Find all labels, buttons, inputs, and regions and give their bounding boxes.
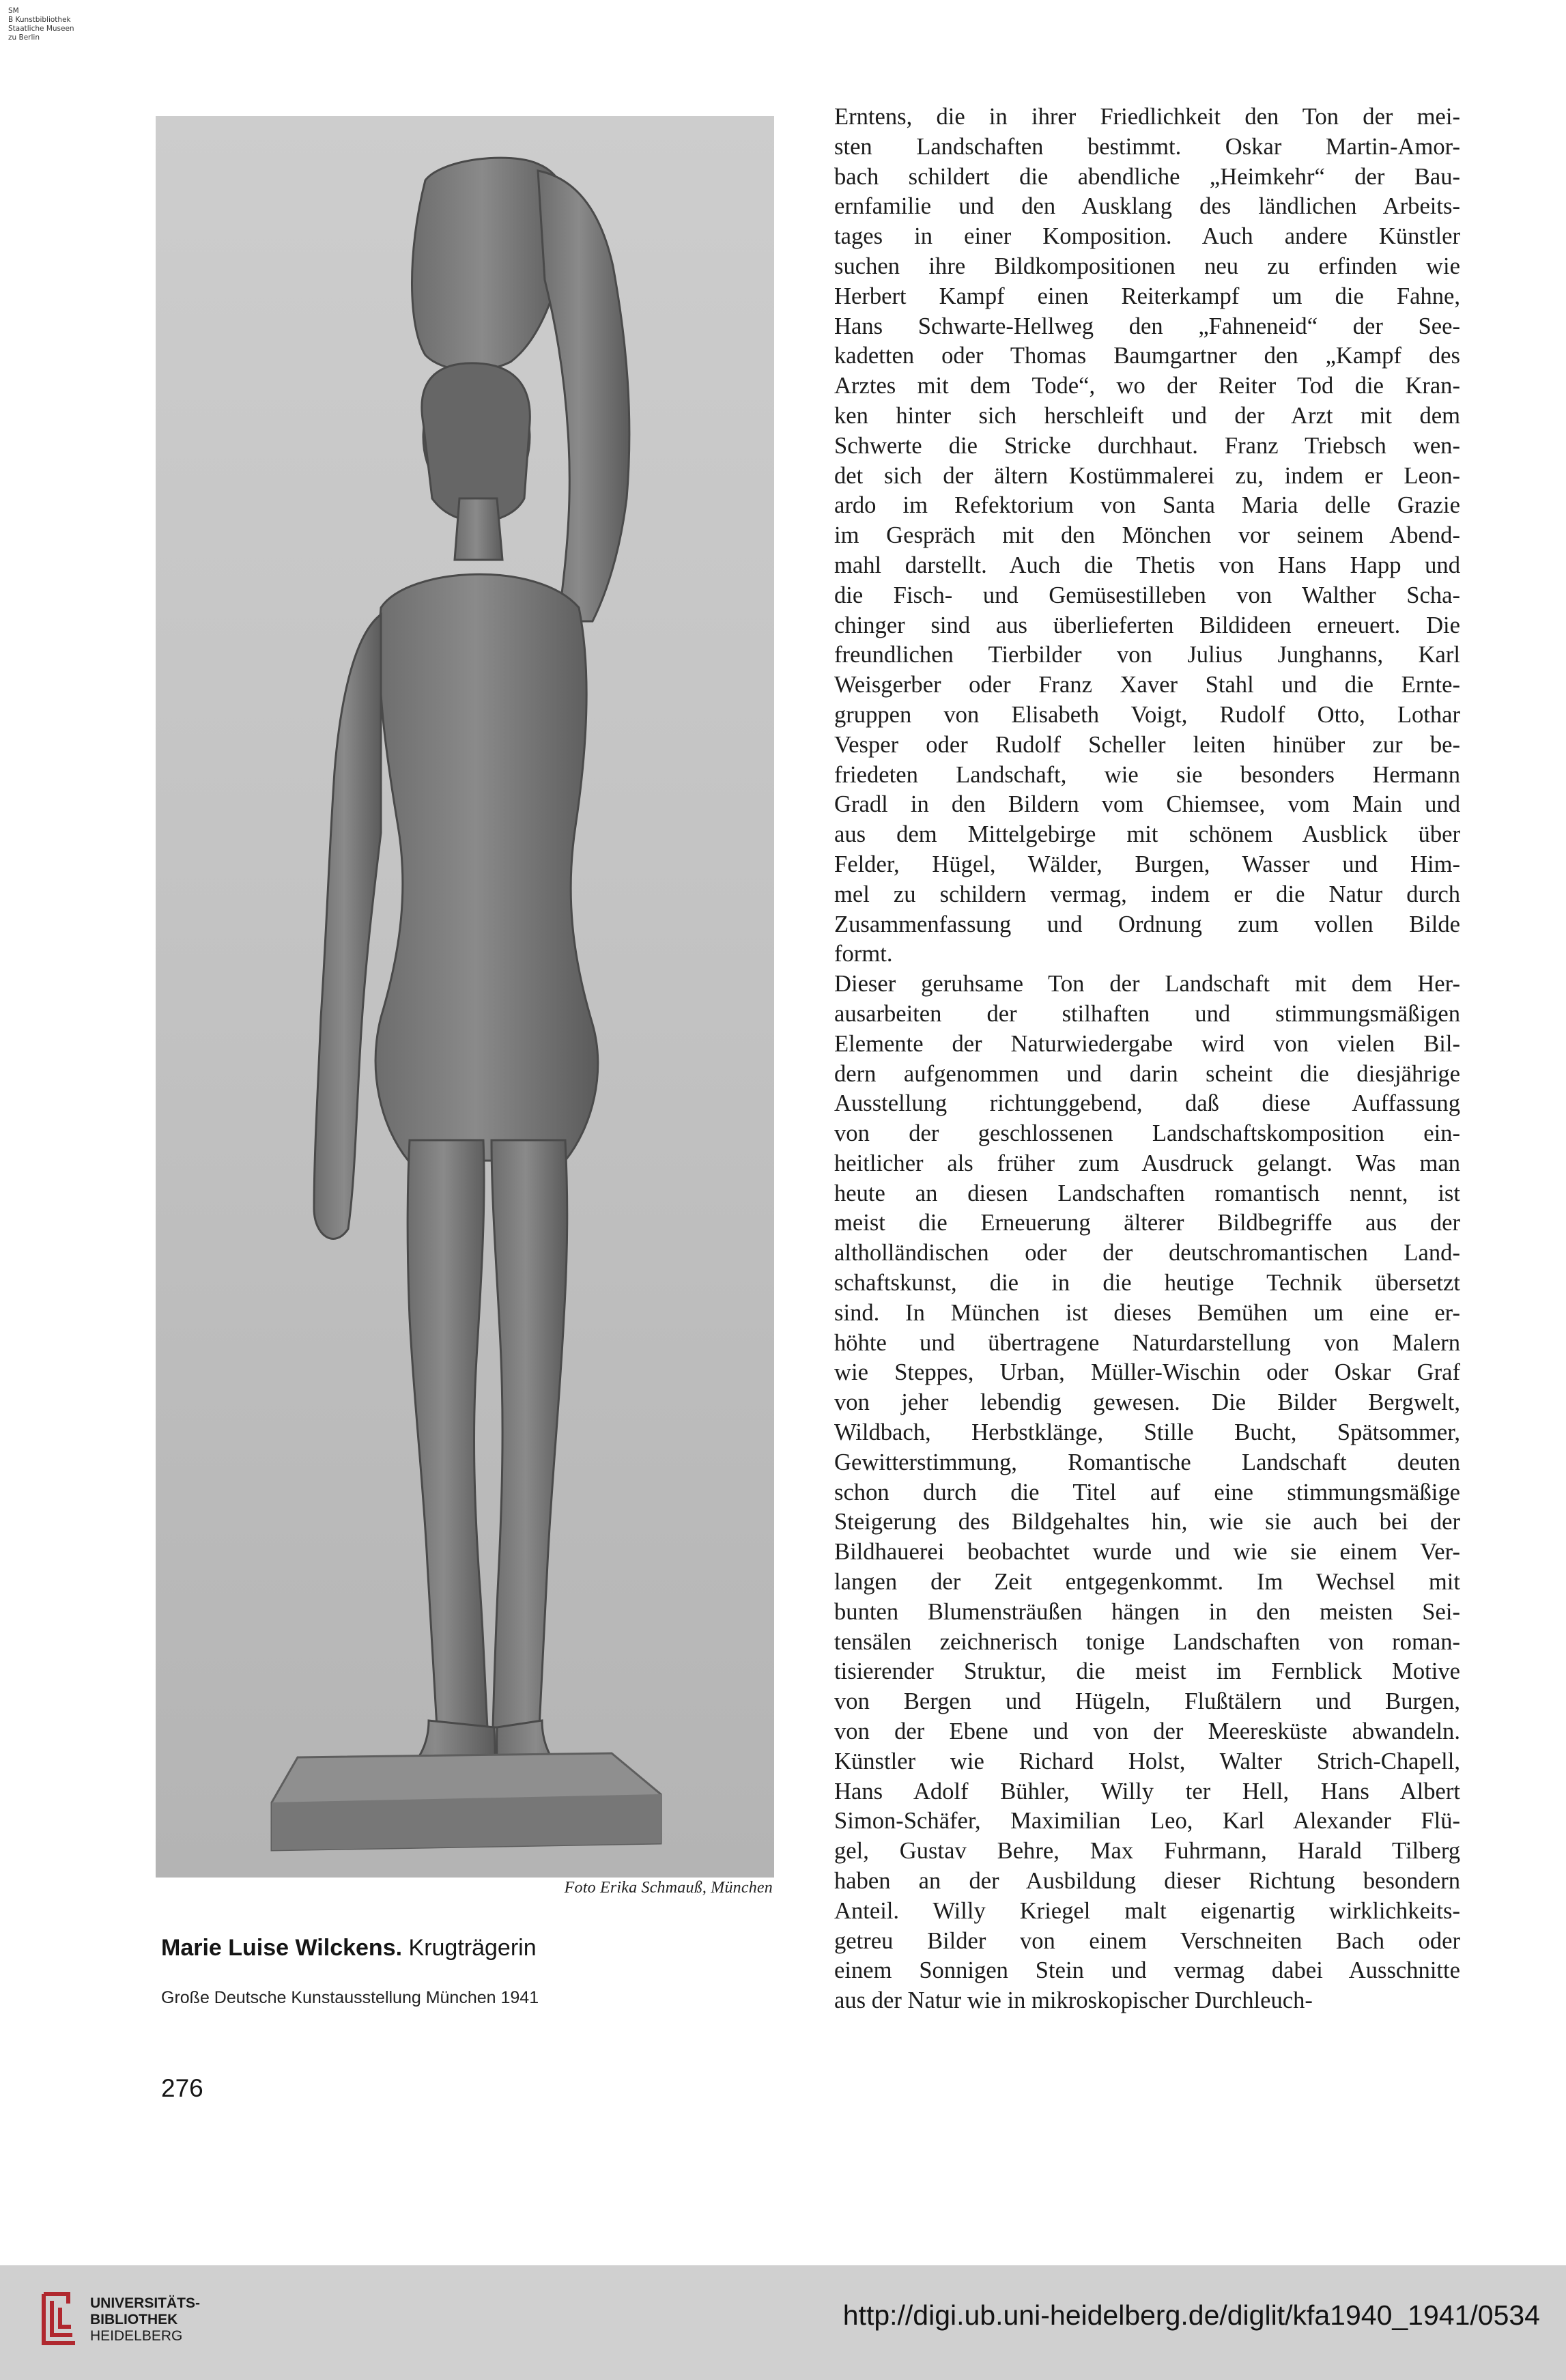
text-line: schon durch die Titel auf eine stimmungsmäßige xyxy=(834,1479,1460,1505)
text-line: heitlicher als früher zum Ausdruck gelangt. Was man xyxy=(834,1150,1460,1176)
text-line: heute an diesen Landschaften romantisch nennt, ist xyxy=(834,1180,1460,1206)
text-line: von jeher lebendig gewesen. Die Bilder Bergwelt, xyxy=(834,1389,1460,1416)
text-line: Arztes mit dem Tode“, wo der Reiter Tod die Kran- xyxy=(834,373,1460,399)
text-line: aus dem Mittelgebirge mit schönem Ausblick über xyxy=(834,821,1460,848)
text-line: Herbert Kampf einen Reiterkampf um die Fahne, xyxy=(834,283,1460,309)
text-line: aus der Natur wie in mikroskopischer Durchleuch- xyxy=(834,1987,1313,2014)
caption-title: Krugträgerin xyxy=(408,1935,537,1961)
source-url-link[interactable]: http://digi.ub.uni-heidelberg.de/diglit/kfa1940_1941/0534 xyxy=(842,2299,1540,2331)
text-line: chinger sind aus überlieferten Bildideen erneuert. Die xyxy=(834,612,1460,638)
text-line: Erntens, die in ihrer Friedlichkeit den Ton der mei- xyxy=(834,104,1460,130)
text-line: Wildbach, Herbstklänge, Stille Bucht, Spätsommer, xyxy=(834,1419,1460,1446)
caption-exhibition: Große Deutsche Kunstausstellung München 1941 xyxy=(161,1988,539,2007)
text-line: Schwerte die Stricke durchhaut. Franz Triebsch wen- xyxy=(834,432,1460,459)
text-line: Anteil. Willy Kriegel malt eigenartig wirklichkeits- xyxy=(834,1897,1460,1924)
text-line: Vesper oder Rudolf Scheller leiten hinüber zur be- xyxy=(834,731,1460,758)
text-line: haben an der Ausbildung dieser Richtung besondern xyxy=(834,1868,1460,1895)
text-line: sten Landschaften bestimmt. Oskar Martin-Amor- xyxy=(834,133,1460,160)
body-text-column xyxy=(834,102,1460,2016)
text-line: meist die Erneuerung älterer Bildbegriffe aus der xyxy=(834,1210,1460,1236)
text-line: wie Steppes, Urban, Müller-Wischin oder Oskar Graf xyxy=(834,1359,1460,1386)
text-line: Künstler wie Richard Holst, Walter Strich-Chapell, xyxy=(834,1748,1460,1774)
logo-line: BIBLIOTHEK xyxy=(90,2312,178,2327)
text-line: gel, Gustav Behre, Max Fuhrmann, Harald Tilberg xyxy=(834,1838,1460,1865)
text-line: ardo im Refektorium von Santa Maria delle Grazie xyxy=(834,492,1460,519)
text-line: ernfamilie und den Ausklang des ländlichen Arbeits- xyxy=(834,193,1460,220)
text-line: mel zu schildern vermag, indem er die Natur durch xyxy=(834,881,1460,907)
text-line: tages in einer Komposition. Auch andere Künstler xyxy=(834,223,1460,250)
text-line: ausarbeiten der stilhaften und stimmungsmäßigen xyxy=(834,1000,1460,1027)
text-line: mahl darstellt. Auch die Thetis von Hans Happ und xyxy=(834,552,1460,578)
footer-bar xyxy=(0,2265,1566,2380)
text-line: altholländischen oder der deutschromantischen Land- xyxy=(834,1240,1460,1266)
caption-artist: Marie Luise Wilckens. xyxy=(161,1935,403,1961)
text-line: Bildhauerei beobachtet wurde und wie sie einem Ver- xyxy=(834,1539,1460,1566)
text-line: bach schildert die abendliche „Heimkehr“ der Bau- xyxy=(834,163,1460,190)
text-line: schaftskunst, die in die heutige Technik übersetzt xyxy=(834,1270,1460,1297)
text-line: suchen ihre Bildkompositionen neu zu erfinden wie xyxy=(834,253,1460,279)
text-line: von der Ebene und von der Meeresküste abwandeln. xyxy=(834,1718,1460,1745)
text-line: Dieser geruhsame Ton der Landschaft mit dem Her- xyxy=(834,971,1460,997)
text-line: Gradl in den Bildern vom Chiemsee, vom Main und xyxy=(834,791,1460,818)
text-line: Elemente der Naturwiedergabe wird von vielen Bil- xyxy=(834,1030,1460,1057)
sculpture-photo-image xyxy=(156,116,774,1878)
text-line: dern aufgenommen und darin scheint die diesjährige xyxy=(834,1060,1460,1087)
text-line: Hans Schwarte-Hellweg den „Fahneneid“ der See- xyxy=(834,313,1460,339)
text-line: Simon-Schäfer, Maximilian Leo, Karl Alexander Flü- xyxy=(834,1808,1460,1834)
text-line: bunten Blumensträußen hängen in den meisten Sei- xyxy=(834,1598,1460,1625)
text-line: kadetten oder Thomas Baumgartner den „Kampf des xyxy=(834,343,1460,369)
stamp-line: Staatliche Museen xyxy=(8,25,74,33)
stamp-line: SM xyxy=(8,7,19,15)
text-line: einem Sonnigen Stein und vermag dabei Ausschnitte xyxy=(834,1957,1460,1984)
text-line: Felder, Hügel, Wälder, Burgen, Wasser und Him- xyxy=(834,851,1460,877)
text-line: tensälen zeichnerisch tonige Landschaften von roman- xyxy=(834,1628,1460,1655)
text-line: sind. In München ist dieses Bemühen um eine er- xyxy=(834,1299,1460,1326)
figure-caption xyxy=(161,1935,775,1961)
text-line: tisierender Struktur, die meist im Fernblick Motive xyxy=(834,1658,1460,1685)
text-line: von der geschlossenen Landschaftskomposition ein- xyxy=(834,1120,1460,1147)
text-line: det sich der ältern Kostümmalerei zu, indem er Leon- xyxy=(834,462,1460,489)
logo-line: UNIVERSITÄTS- xyxy=(90,2295,201,2311)
text-line: im Gespräch mit den Mönchen vor seinem Abend- xyxy=(834,522,1460,549)
text-line: Zusammenfassung und Ordnung zum vollen Bilde xyxy=(834,911,1460,937)
text-line: freundlichen Tierbilder von Julius Junghanns, Karl xyxy=(834,642,1460,668)
library-logo-icon[interactable] xyxy=(37,2287,82,2350)
text-line: langen der Zeit entgegenkommt. Im Wechsel mit xyxy=(834,1569,1460,1596)
text-line: höhte und übertragene Naturdarstellung von Malern xyxy=(834,1329,1460,1356)
stamp-line: zu Berlin xyxy=(8,33,40,42)
photo-credit: Foto Erika Schmauß, München xyxy=(564,1879,773,1897)
logo-line: HEIDELBERG xyxy=(90,2328,183,2344)
text-line: Hans Adolf Bühler, Willy ter Hell, Hans Albert xyxy=(834,1778,1460,1804)
library-logo-text[interactable] xyxy=(90,2295,200,2344)
text-line: die Fisch- und Gemüsestilleben von Walther Scha- xyxy=(834,582,1460,608)
stamp-line: B Kunstbibliothek xyxy=(8,16,71,24)
text-line: Steigerung des Bildgehaltes hin, wie sie auch bei der xyxy=(834,1509,1460,1535)
text-line: ken hinter sich herschleift und der Arzt mit dem xyxy=(834,402,1460,429)
page-number: 276 xyxy=(161,2074,203,2102)
library-stamp xyxy=(8,7,74,42)
text-line: Ausstellung richtunggebend, daß diese Auffassung xyxy=(834,1090,1460,1117)
sculpture-photo xyxy=(156,116,774,1878)
text-line: formt. xyxy=(834,941,893,967)
text-line: friedeten Landschaft, wie sie besonders Hermann xyxy=(834,761,1460,788)
text-line: von Bergen und Hügeln, Flußtälern und Burgen, xyxy=(834,1688,1460,1715)
text-line: Weisgerber oder Franz Xaver Stahl und die Ernte- xyxy=(834,672,1460,698)
text-line: gruppen von Elisabeth Voigt, Rudolf Otto, Lothar xyxy=(834,701,1460,728)
text-line: Gewitterstimmung, Romantische Landschaft deuten xyxy=(834,1449,1460,1475)
text-line: getreu Bilder von einem Verschneiten Bach oder xyxy=(834,1927,1460,1954)
